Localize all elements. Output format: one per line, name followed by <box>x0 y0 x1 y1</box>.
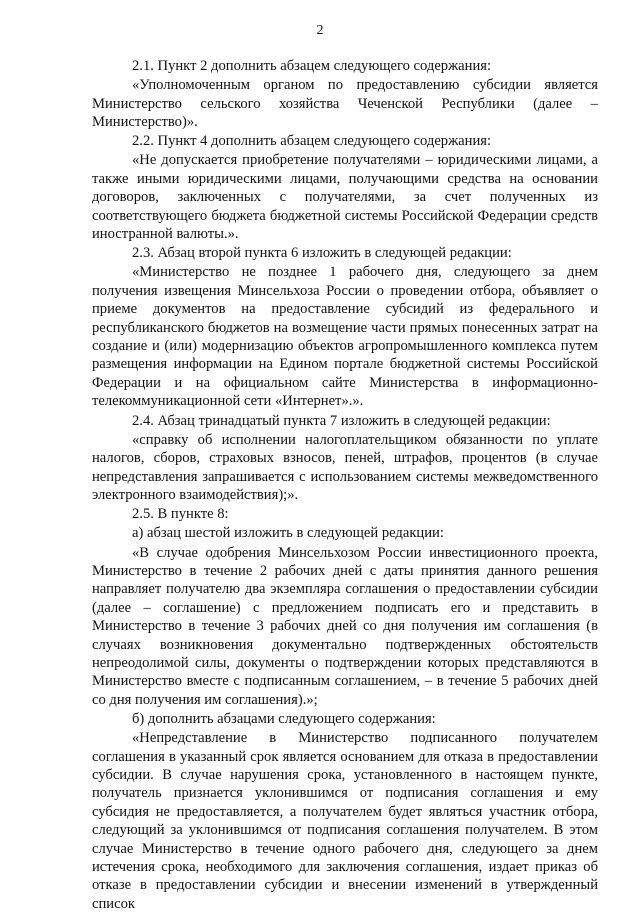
paragraph-2-5-heading: 2.5. В пункте 8: <box>132 506 229 523</box>
paragraph-2-5-a-heading: а) абзац шестой изложить в следующей редакции: <box>132 525 444 542</box>
paragraph-2-5-b-heading: б) дополнить абзацами следующего содержания: <box>132 710 436 727</box>
paragraph-2-5-a-text: «В случае одобрения Минсельхозом России инвестиционного проекта, Министерство в течение 2 рабочих дней с даты принятия данного решения направляет получателю два экземпляра соглашения о предоставлении субсидии (далее – соглашение) с предложением подписать его и представить в Министерство в течение 3 рабочих дней со дня получения им соглашения (в случаях возникновения документально подтвержденных обстоятельств непреодолимой силы, документы о подтверждении которых представляются в Министерство вместе с подписанным соглашением, – в течение 5 рабочих дней со дня получения им соглашения).»; <box>92 544 598 708</box>
paragraph-2-4-text: «справку об исполнении налогоплательщиком обязанности по уплате налогов, сборов, страховых взносов, пеней, штрафов, процентов (в случае непредставления запрашивается с использованием системы межведомственного электронного взаимодействия);». <box>92 431 598 503</box>
paragraph-2-5-b-text: «Непредставление в Министерство подписанного получателем соглашения в указанный срок является основанием для отказа в предоставлении субсидии. В случае нарушения срока, установленного в настоящем пункте, получатель признается уклонившимся от подписания соглашения и ему субсидия не предоставляется, а получателем будет являться участник отбора, следующий за уклонившимся от подписания соглашения получателем. В этом случае Министерство в течение одного рабочего дня, следующего за днем истечения срока, необходимого для заключения соглашения, издает приказ об отказе в предоставлении субсидии и внесении изменений в утвержденный список <box>92 730 598 912</box>
paragraph-2-3-heading: 2.3. Абзац второй пункта 6 изложить в следующей редакции: <box>132 245 512 262</box>
document-body <box>92 57 598 914</box>
paragraph-2-1-heading: 2.1. Пункт 2 дополнить абзацем следующего содержания: <box>132 58 492 74</box>
paragraph-2-2-text: «Не допускается приобретение получателями – юридическими лицами, а также иными юридическими лицами, получающими средства на основании договоров, заключенных с получателями, за счет полученных из соответствующего бюджета бюджетной системы Российской Федерации средств иностранной валюты.». <box>92 152 598 243</box>
paragraph-2-2-heading: 2.2. Пункт 4 дополнить абзацем следующего содержания: <box>132 133 492 150</box>
paragraph-2-4-heading: 2.4. Абзац тринадцатый пункта 7 изложить в следующей редакции: <box>132 412 551 429</box>
paragraph-2-1-text: «Уполномоченным органом по предоставлению субсидии является Министерство сельского хозяйства Чеченской Республики (далее – Министерство)». <box>92 77 598 131</box>
page-number: 2 <box>316 23 324 38</box>
paragraph-2-3-text: «Министерство не позднее 1 рабочего дня, следующего за днем получения извещения Минсельхоза России о проведении отбора, объявляет о приеме документов на предоставление субсидий из федерального и республиканского бюджетов на возмещение части прямых понесенных затрат на создание и (или) модернизацию объектов агропромышленного комплекса путем размещения информации на Едином портале бюджетной системы Российской Федерации и на официальном сайте Министерства в информационно-телекоммуникационной сети «Интернет».». <box>92 264 598 410</box>
